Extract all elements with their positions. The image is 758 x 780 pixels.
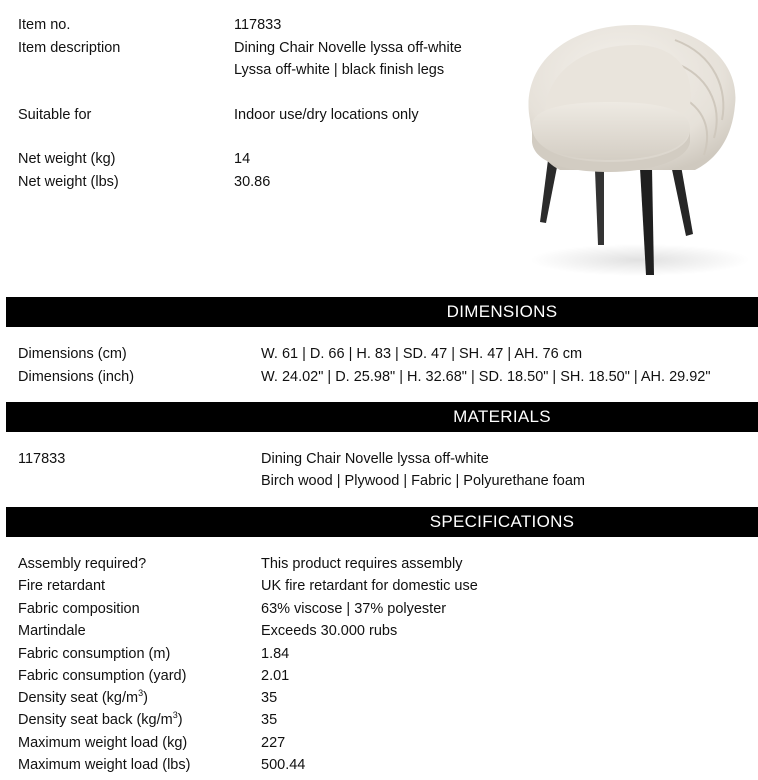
item-no-label: Item no. bbox=[18, 17, 71, 33]
net-weight-kg-value: 14 bbox=[234, 151, 251, 167]
spec-label: Fabric composition bbox=[18, 601, 140, 617]
spec-label: Fire retardant bbox=[18, 578, 106, 594]
materials-header bbox=[6, 402, 758, 432]
dimensions-inch-value: W. 24.02" | D. 25.98" | H. 32.68" | SD. 18.50" | SH. 18.50" | AH. 29.92" bbox=[261, 369, 711, 385]
net-weight-lbs-value: 30.86 bbox=[234, 174, 271, 190]
spec-label-superscript: 3 bbox=[172, 710, 178, 721]
dimensions-cm-value: W. 61 | D. 66 | H. 83 | SD. 47 | SH. 47 | AH. 76 cm bbox=[261, 346, 583, 362]
spec-label-end: ) bbox=[143, 690, 148, 706]
spec-label-superscript: 3 bbox=[138, 688, 144, 699]
materials-title: MATERIALS bbox=[453, 407, 551, 426]
specifications-header bbox=[6, 507, 758, 537]
item-no-value: 117833 bbox=[234, 17, 282, 33]
item-description-value-2: Lyssa off-white | black finish legs bbox=[234, 62, 445, 78]
spec-label-text: Density seat (kg/m bbox=[18, 690, 139, 706]
spec-value: 1.84 bbox=[261, 646, 290, 662]
dimensions-cm-label: Dimensions (cm) bbox=[18, 346, 127, 362]
dimensions-title: DIMENSIONS bbox=[446, 302, 558, 321]
dimensions-inch-label: Dimensions (inch) bbox=[18, 369, 135, 385]
spec-value: UK fire retardant for domestic use bbox=[261, 578, 478, 594]
specifications-title: SPECIFICATIONS bbox=[429, 512, 575, 531]
spec-value: 35 bbox=[261, 690, 278, 706]
materials-value-1: Dining Chair Novelle lyssa off-white bbox=[261, 451, 489, 467]
spec-value: 2.01 bbox=[261, 668, 290, 684]
dimensions-header bbox=[6, 297, 758, 327]
spec-value: 227 bbox=[261, 735, 286, 751]
chair-product-image bbox=[500, 10, 750, 285]
spec-label bbox=[18, 710, 183, 730]
materials-value-2: Birch wood | Plywood | Fabric | Polyurethane foam bbox=[261, 473, 586, 489]
spec-label-text: Density seat back (kg/m bbox=[18, 712, 173, 728]
item-description-label: Item description bbox=[18, 40, 121, 56]
spec-value: This product requires assembly bbox=[261, 556, 463, 572]
item-description-value: Dining Chair Novelle lyssa off-white bbox=[234, 40, 462, 56]
suitable-for-label: Suitable for bbox=[18, 107, 92, 123]
spec-value: 35 bbox=[261, 712, 278, 728]
spec-value: 500.44 bbox=[261, 757, 306, 773]
spec-label: Maximum weight load (lbs) bbox=[18, 757, 191, 773]
spec-label-end: ) bbox=[177, 712, 183, 728]
materials-code: 117833 bbox=[18, 451, 66, 467]
net-weight-kg-label: Net weight (kg) bbox=[18, 151, 116, 167]
spec-value: 63% viscose | 37% polyester bbox=[261, 601, 447, 617]
spec-label: Fabric consumption (m) bbox=[18, 646, 171, 662]
spec-label: Assembly required? bbox=[18, 556, 147, 572]
spec-label: Maximum weight load (kg) bbox=[18, 735, 188, 751]
spec-label bbox=[18, 688, 148, 708]
net-weight-lbs-label: Net weight (lbs) bbox=[18, 174, 119, 190]
spec-value: Exceeds 30.000 rubs bbox=[261, 623, 398, 639]
spec-label: Martindale bbox=[18, 623, 86, 639]
spec-label: Fabric consumption (yard) bbox=[18, 668, 187, 684]
suitable-for-value: Indoor use/dry locations only bbox=[234, 107, 419, 123]
